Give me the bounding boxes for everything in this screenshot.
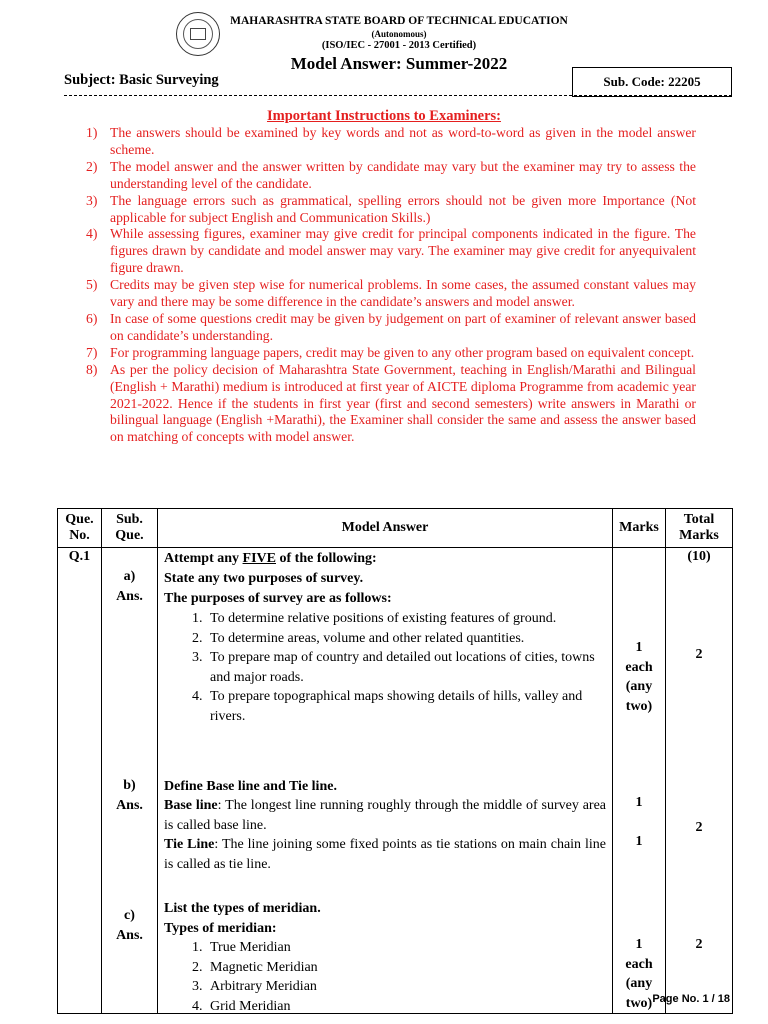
- instruction-text: While assessing figures, examiner may give credit for principal components indicated in the figure. The figures drawn by candidate and model answer may vary. The examiner may give credit for anyequivalent figure drawn.: [110, 226, 696, 276]
- question-c-text: List the types of meridian.: [164, 901, 321, 916]
- instruction-number: 5): [86, 277, 98, 293]
- list-item: 2. Magnetic Meridian: [206, 958, 606, 978]
- iso-certification: (ISO/IEC - 27001 - 2013 Certified): [321, 40, 477, 51]
- table-header-row: [58, 509, 733, 548]
- marks-c: 1 each (any two): [625, 937, 653, 1011]
- instruction-item: [86, 159, 696, 193]
- total-marks-cell: [666, 548, 733, 1014]
- instruction-text: The language errors such as grammatical, spelling errors should not be given more Importance (Not applicable for subject English and Communication Skills.): [110, 192, 696, 225]
- page-title: Model Answer: Summer-2022: [290, 54, 508, 73]
- instruction-number: 1): [86, 125, 98, 140]
- answer-c-heading: Types of meridian:: [164, 921, 277, 936]
- question-number-cell: [58, 548, 102, 1014]
- question-a-text: State any two purposes of survey.: [164, 571, 364, 586]
- instruction-number: 4): [86, 226, 98, 242]
- header-total-marks: Total Marks: [666, 509, 733, 548]
- instruction-item: [86, 362, 696, 447]
- instruction-number: 3): [86, 192, 98, 208]
- tie-line-definition: Tie Line: The line joining some fixed points as tie stations on main chain line is called as tie line.: [164, 837, 606, 872]
- marks-b-tie: 1: [635, 834, 643, 849]
- answer-a-heading: The purposes of survey are as follows:: [164, 591, 392, 606]
- instruction-item: [86, 193, 696, 227]
- subject-code-box: Sub. Code: 22205: [572, 67, 732, 97]
- list-item: 4. To prepare topographical maps showing details of hills, valley and rivers.: [206, 687, 606, 726]
- list-item: 1. To determine relative positions of existing features of ground.: [206, 609, 606, 629]
- marks-a: 1 each (any two): [625, 640, 653, 714]
- list-item: 4. Grid Meridian: [206, 997, 606, 1017]
- autonomous-label: (Autonomous): [371, 29, 427, 39]
- meridian-types-list: [158, 938, 612, 1016]
- list-item: 3. Arbitrary Meridian: [206, 977, 606, 997]
- instruction-item: [86, 311, 696, 345]
- sub-question-c-label: c): [124, 908, 135, 923]
- question-b-text: Define Base line and Tie line.: [164, 779, 337, 794]
- total-marks-c: 2: [695, 937, 703, 952]
- model-answer-cell: [158, 548, 613, 1014]
- instruction-text: For programming language papers, credit may be given to any other program based on equivalent concept.: [110, 344, 695, 360]
- instructions-title: Important Instructions to Examiners:: [266, 108, 501, 124]
- answer-a-label: Ans.: [116, 589, 143, 604]
- instruction-item: [86, 226, 696, 277]
- instruction-text: The answers should be examined by key words and not as word-to-word as given in the model answer scheme.: [110, 125, 696, 157]
- question-number: Q.1: [68, 549, 91, 564]
- subject-label: Subject: Basic Surveying: [64, 72, 219, 88]
- instruction-number: 7): [86, 344, 98, 360]
- sub-question-cell: [102, 548, 158, 1014]
- marks-b-base: 1: [635, 795, 643, 810]
- table-row: [58, 548, 733, 1014]
- instruction-item: [86, 277, 696, 311]
- header-sub-que: Sub. Que.: [102, 509, 158, 548]
- base-line-definition: Base line: The longest line running roughly through the middle of survey area is called base line.: [164, 798, 606, 833]
- instruction-item: [86, 345, 696, 362]
- answer-b-label: Ans.: [116, 798, 143, 813]
- instructions-list: [86, 125, 696, 446]
- model-answer-table: [57, 508, 733, 1014]
- marks-cell: [613, 548, 666, 1014]
- sub-question-b-label: b): [123, 778, 136, 793]
- dashed-divider: [64, 95, 732, 96]
- instruction-text: Credits may be given step wise for numerical problems. In some cases, the assumed constant values may vary and there may be some difference in the candidate’s answers and model answer.: [110, 277, 696, 310]
- header-que-no: Que. No.: [58, 509, 102, 548]
- list-item: 3. To prepare map of country and detailed out locations of cities, towns and major roads.: [206, 648, 606, 687]
- answer-c-label: Ans.: [116, 928, 143, 943]
- list-item: 1. True Meridian: [206, 938, 606, 958]
- total-marks-b: 2: [695, 820, 703, 835]
- instruction-number: 6): [86, 310, 98, 326]
- instruction-number: 2): [86, 158, 98, 174]
- header-marks: Marks: [613, 509, 666, 548]
- total-marks-a: 2: [695, 647, 703, 662]
- instruction-text: In case of some questions credit may be given by judgement on part of examiner of relevant answer based on candidate’s understanding.: [110, 310, 696, 343]
- attempt-instruction: Attempt any FIVE of the following:: [164, 551, 377, 566]
- instruction-text: The model answer and the answer written by candidate may vary but the examiner may try to assess the understanding level of the candidate.: [110, 158, 696, 191]
- list-item: 2. To determine areas, volume and other related quantities.: [206, 629, 606, 649]
- instruction-text: As per the policy decision of Maharashtra State Government, teaching in English/Marathi and Bilingual (English + Marathi) medium is introduced at first year of AICTE diploma Programme from academic year 2021-2022. Hence if the students in first year (first and second semesters) write answers in Marathi or bilingual language (English +Marathi), the Examiner shall consider the same and assess the answer based on matching of concepts with model answer.: [110, 361, 696, 445]
- instruction-number: 8): [86, 361, 98, 377]
- page-number: Page No. 1 / 18: [652, 993, 730, 1005]
- header-model-answer: Model Answer: [158, 509, 613, 548]
- purposes-list: [158, 609, 612, 727]
- sub-question-a-label: a): [123, 569, 136, 584]
- board-name: MAHARASHTRA STATE BOARD OF TECHNICAL EDUCATION: [230, 15, 568, 27]
- total-marks-q1: (10): [687, 549, 711, 564]
- instruction-item: [86, 125, 696, 159]
